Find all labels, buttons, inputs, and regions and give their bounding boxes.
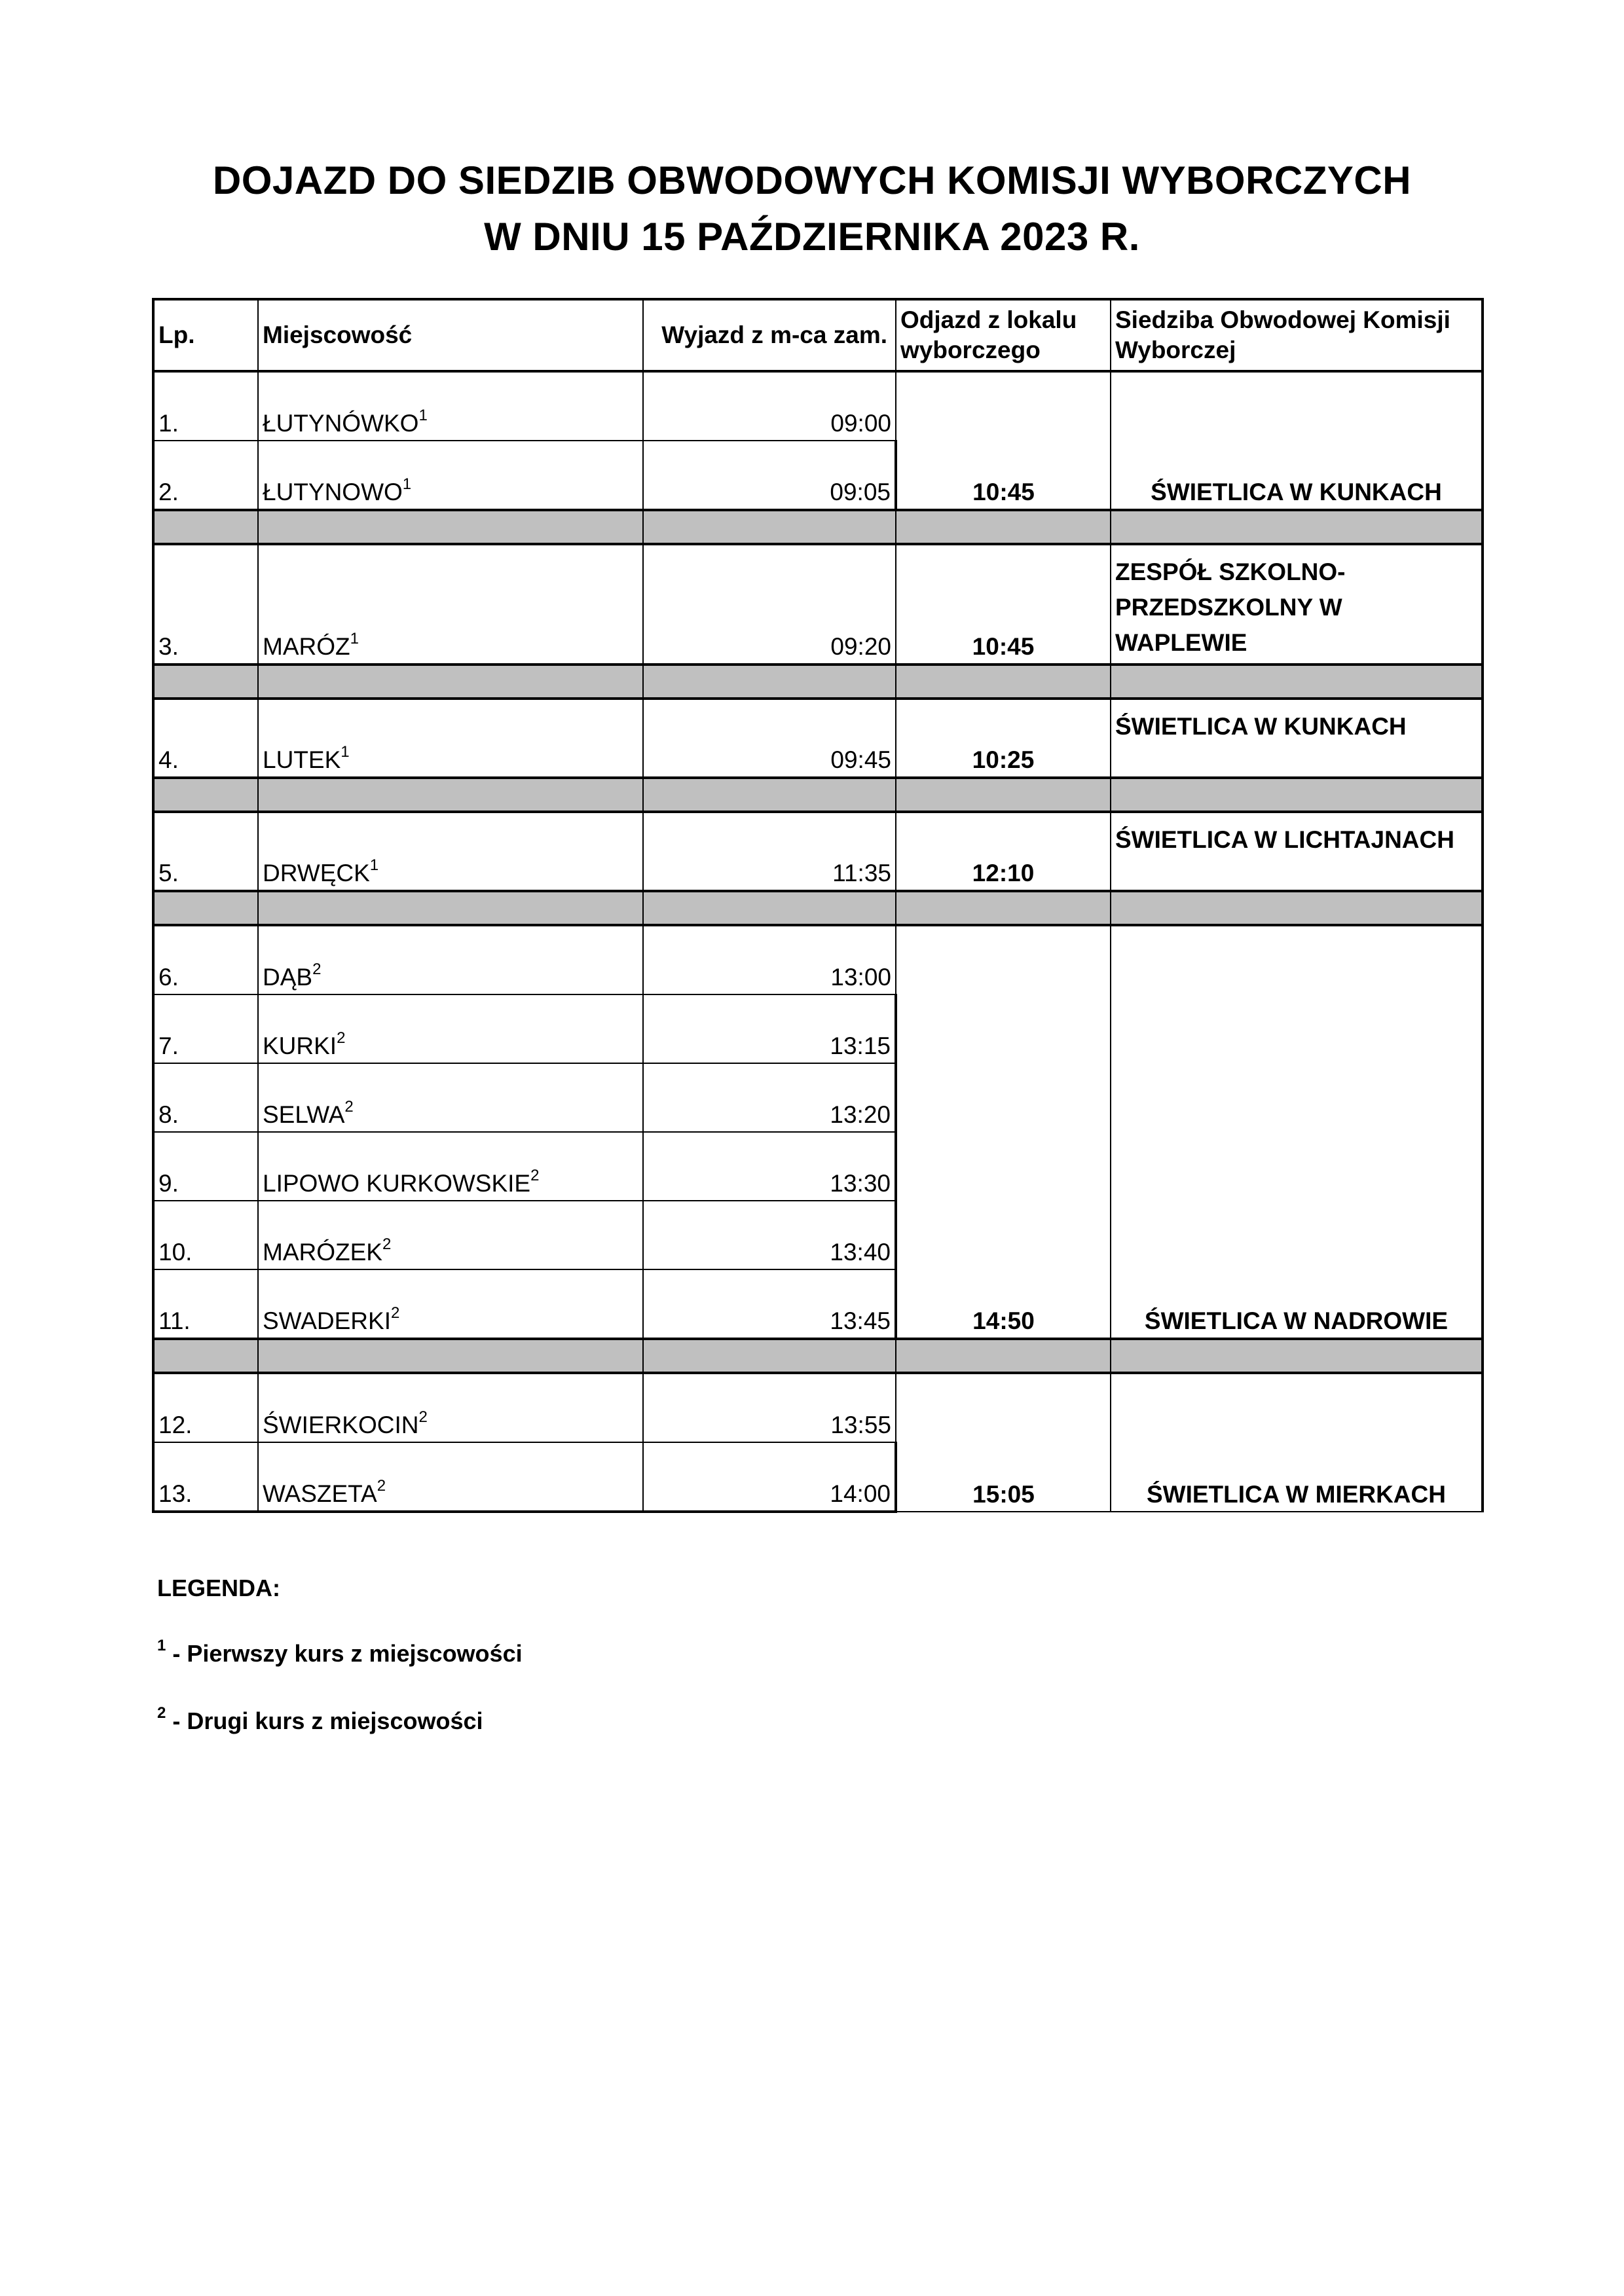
header-lp: Lp.: [153, 299, 258, 371]
row-number: 13.: [153, 1442, 258, 1512]
separator-cell: [153, 1339, 258, 1373]
commission-seat: ZESPÓŁ SZKOLNO-PRZEDSZKOLNY W WAPLEWIE: [1111, 544, 1483, 665]
locality-name: [258, 1063, 643, 1132]
course-mark: 1: [369, 856, 379, 874]
separator-cell: [258, 778, 643, 812]
legend-text: - Drugi kurs z miejscowości: [166, 1707, 483, 1734]
row-number: 9.: [153, 1132, 258, 1201]
separator-cell: [258, 891, 643, 925]
departure-time: 13:30: [643, 1132, 896, 1201]
header-odjazd: Odjazd z lokalu wyborczego: [896, 299, 1111, 371]
table-row: [153, 925, 1483, 994]
separator-row: [153, 891, 1483, 925]
locality-name-text: SELWA: [263, 1101, 345, 1128]
locality-name-text: SWADERKI: [263, 1307, 391, 1334]
separator-cell: [1111, 891, 1483, 925]
departure-time: 13:45: [643, 1269, 896, 1339]
course-mark: 2: [418, 1408, 428, 1426]
row-number: 3.: [153, 544, 258, 665]
separator-row: [153, 1339, 1483, 1373]
locality-name-text: ŁUTYNÓWKO: [263, 410, 419, 437]
separator-cell: [643, 891, 896, 925]
locality-name: [258, 1373, 643, 1442]
separator-cell: [258, 665, 643, 699]
row-number: 12.: [153, 1373, 258, 1442]
schedule-table: [152, 298, 1484, 1513]
course-mark: 2: [312, 960, 322, 978]
row-number: 6.: [153, 925, 258, 994]
table-row: [153, 699, 1483, 778]
separator-cell: [896, 778, 1111, 812]
departure-time: 09:45: [643, 699, 896, 778]
row-number: 7.: [153, 994, 258, 1063]
departure-time: 14:00: [643, 1442, 896, 1512]
table-row: [153, 1373, 1483, 1442]
commission-seat: ŚWIETLICA W KUNKACH: [1111, 371, 1483, 510]
locality-name: [258, 371, 643, 441]
return-departure-time: 10:45: [896, 371, 1111, 510]
return-departure-time: 10:45: [896, 544, 1111, 665]
legend-item-2: [157, 1704, 483, 1735]
locality-name: [258, 1269, 643, 1339]
row-number: 4.: [153, 699, 258, 778]
table-row: [153, 371, 1483, 441]
separator-cell: [643, 510, 896, 544]
separator-cell: [896, 891, 1111, 925]
departure-time: 13:55: [643, 1373, 896, 1442]
course-mark: 2: [377, 1476, 386, 1495]
return-departure-time: 15:05: [896, 1373, 1111, 1512]
course-mark: 2: [382, 1235, 392, 1253]
separator-cell: [896, 510, 1111, 544]
separator-cell: [896, 1339, 1111, 1373]
course-mark: 2: [530, 1166, 540, 1184]
locality-name: [258, 1132, 643, 1201]
departure-time: 13:15: [643, 994, 896, 1063]
separator-cell: [258, 1339, 643, 1373]
departure-time: 09:00: [643, 371, 896, 441]
course-mark: 2: [344, 1097, 354, 1116]
commission-seat: ŚWIETLICA W KUNKACH: [1111, 699, 1483, 778]
locality-name: [258, 812, 643, 891]
schedule-body: [153, 371, 1483, 1512]
locality-name-text: WASZETA: [263, 1480, 377, 1507]
header-miejscowosc: Miejscowość: [258, 299, 643, 371]
separator-cell: [643, 1339, 896, 1373]
separator-row: [153, 778, 1483, 812]
locality-name-text: DRWĘCK: [263, 860, 370, 886]
separator-cell: [643, 665, 896, 699]
locality-name-text: MARÓZEK: [263, 1239, 382, 1266]
separator-row: [153, 665, 1483, 699]
locality-name-text: ŁUTYNOWO: [263, 479, 403, 505]
locality-name-text: KURKI: [263, 1032, 337, 1059]
course-mark: 1: [350, 629, 359, 647]
separator-row: [153, 510, 1483, 544]
separator-cell: [1111, 778, 1483, 812]
locality-name-text: ŚWIERKOCIN: [263, 1412, 419, 1438]
course-mark: 2: [390, 1303, 400, 1322]
header-wyjazd: Wyjazd z m-ca zam.: [643, 299, 896, 371]
separator-cell: [1111, 510, 1483, 544]
locality-name: [258, 1201, 643, 1269]
separator-cell: [1111, 665, 1483, 699]
row-number: 11.: [153, 1269, 258, 1339]
departure-time: 09:20: [643, 544, 896, 665]
row-number: 1.: [153, 371, 258, 441]
locality-name-text: DĄB: [263, 964, 313, 991]
row-number: 10.: [153, 1201, 258, 1269]
locality-name-text: LIPOWO KURKOWSKIE: [263, 1170, 531, 1197]
commission-seat: ŚWIETLICA W NADROWIE: [1111, 925, 1483, 1339]
course-mark: 1: [402, 475, 412, 493]
separator-cell: [643, 778, 896, 812]
row-number: 2.: [153, 441, 258, 510]
commission-seat: ŚWIETLICA W LICHTAJNACH: [1111, 812, 1483, 891]
table-header-row: [153, 299, 1483, 371]
return-departure-time: 12:10: [896, 812, 1111, 891]
return-departure-time: 14:50: [896, 925, 1111, 1339]
legend-mark: 2: [157, 1704, 166, 1722]
locality-name-text: MARÓZ: [263, 633, 350, 660]
separator-cell: [153, 665, 258, 699]
commission-seat: ŚWIETLICA W MIERKACH: [1111, 1373, 1483, 1512]
row-number: 8.: [153, 1063, 258, 1132]
departure-time: 11:35: [643, 812, 896, 891]
locality-name-text: LUTEK: [263, 746, 341, 773]
header-siedziba: Siedziba Obwodowej Komisji Wyborczej: [1111, 299, 1483, 371]
document-title-line-2: W DNIU 15 PAŹDZIERNIKA 2023 R.: [484, 215, 1140, 259]
locality-name: [258, 699, 643, 778]
table-row: [153, 544, 1483, 665]
document-title-line-1: DOJAZD DO SIEDZIB OBWODOWYCH KOMISJI WYBORCZYCH: [212, 158, 1412, 202]
locality-name: [258, 441, 643, 510]
legend-text: - Pierwszy kurs z miejscowości: [166, 1640, 523, 1667]
locality-name: [258, 925, 643, 994]
locality-name: [258, 1442, 643, 1512]
separator-cell: [258, 510, 643, 544]
departure-time: 09:05: [643, 441, 896, 510]
separator-cell: [896, 665, 1111, 699]
locality-name: [258, 544, 643, 665]
departure-time: 13:00: [643, 925, 896, 994]
row-number: 5.: [153, 812, 258, 891]
departure-time: 13:20: [643, 1063, 896, 1132]
separator-cell: [1111, 1339, 1483, 1373]
course-mark: 2: [337, 1029, 346, 1047]
separator-cell: [153, 510, 258, 544]
course-mark: 1: [418, 406, 428, 424]
course-mark: 1: [341, 742, 350, 761]
legend-title: LEGENDA:: [157, 1575, 280, 1601]
locality-name: [258, 994, 643, 1063]
separator-cell: [153, 778, 258, 812]
legend-mark: 1: [157, 1637, 166, 1654]
separator-cell: [153, 891, 258, 925]
legend-item-1: [157, 1637, 523, 1667]
table-row: [153, 812, 1483, 891]
departure-time: 13:40: [643, 1201, 896, 1269]
return-departure-time: 10:25: [896, 699, 1111, 778]
